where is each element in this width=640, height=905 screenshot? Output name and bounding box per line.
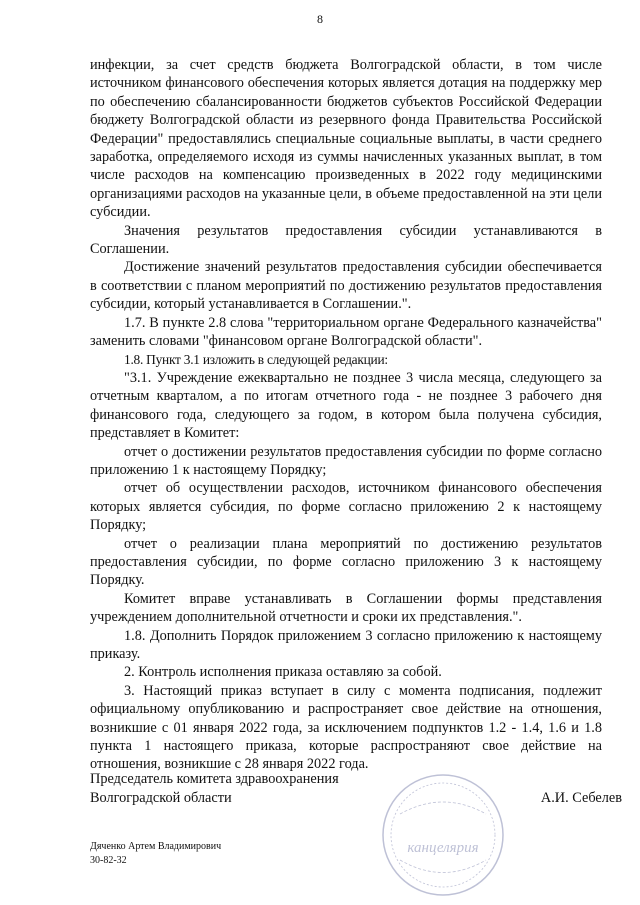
- executor-block: [90, 840, 221, 868]
- paragraph-item-1-8: 1.8. Пункт 3.1 изложить в следующей редакции:: [124, 351, 388, 367]
- paragraph-control: 2. Контроль исполнения приказа оставляю за собой.: [124, 664, 442, 681]
- paragraph-effective-date: 3. Настоящий приказ вступает в силу с момента подписания, подлежит официальному опубликованию и распространяет свое действие на отношения, возникшие с 01 января 2022 года, за исключением подпунктов 1.2 - 1.4, 1.6 и 1.8 пункта 1 настоящего приказа, которые распространяют свое действие на отношения, возникшие с 28 января 2022 года.: [90, 682, 602, 773]
- signatory-role-line-1: Председатель комитета здравоохранения: [90, 771, 339, 787]
- paragraph-item-1-7: 1.7. В пункте 2.8 слова "территориальном органе Федерального казначейства" заменить словами "финансовом органе Волгоградской области".: [90, 314, 602, 350]
- paragraph-results-achievement: Достижение значений результатов предоставления субсидии обеспечивается в соответствии с планом мероприятий по достижению результатов предоставления субсидии, который устанавливается в Соглашении.".: [90, 259, 602, 313]
- page-number: 8: [317, 12, 323, 26]
- stamp-text: канцелярия: [407, 840, 479, 856]
- paragraph-report-3: отчет о реализации плана мероприятий по достижению результатов предоставления субсидии, по форме согласно приложению 3 к настоящему Порядку.: [90, 535, 602, 589]
- paragraph-continuation: инфекции, за счет средств бюджета Волгоградской области, в том числе источником финансового обеспечения которых является дотация на поддержку мер по обеспечению сбалансированности бюджетов субъектов Российской Федерации бюджету Волгоградской области из резервного фонда Правительства Российской Федерации" предоставлялись специальные социальные выплаты, в части среднего заработка, определяемого исходя из суммы начисленных указанных выплат, в том числе расходов на компенсацию произведенных в 2022 году медицинскими организациями расходов на указанные цели, в объеме предоставленной на эти цели субсидии.: [90, 57, 602, 221]
- executor-name: Дяченко Артем Владимирович: [90, 841, 222, 852]
- paragraph-committee-right: Комитет вправе устанавливать в Соглашении формы представления учреждением дополнительной отчетности и сроки их представления.".: [90, 590, 602, 626]
- paragraph-results-values: Значения результатов предоставления субсидии устанавливаются в Соглашении.: [90, 222, 602, 258]
- signatory-name: А.И. Себелев: [540, 790, 622, 806]
- signature-block: [90, 770, 630, 808]
- paragraph-item-1-8-appendix: 1.8. Дополнить Порядок приложением 3 согласно приложению к настоящему приказу.: [90, 627, 602, 662]
- signatory-role-line-2: Волгоградской области: [90, 790, 232, 806]
- paragraph-report-1: отчет о достижении результатов предоставления субсидии по форме согласно приложению 1 к настоящему Порядку;: [90, 443, 602, 478]
- executor-phone: 30-82-32: [90, 855, 127, 866]
- paragraph-clause-3-1: "3.1. Учреждение ежеквартально не позднее 3 числа месяца, следующего за отчетным кварталом, а по итогам отчетного года - не позднее 3 рабочего дня финансового года, следующего за годом, в котором была получена субсидия, представляет в Комитет:: [90, 369, 602, 442]
- document-body: [90, 56, 602, 774]
- paragraph-report-2: отчет об осуществлении расходов, источником финансового обеспечения которых является субсидия, по форме согласно приложению 2 к настоящему Порядку;: [90, 480, 602, 534]
